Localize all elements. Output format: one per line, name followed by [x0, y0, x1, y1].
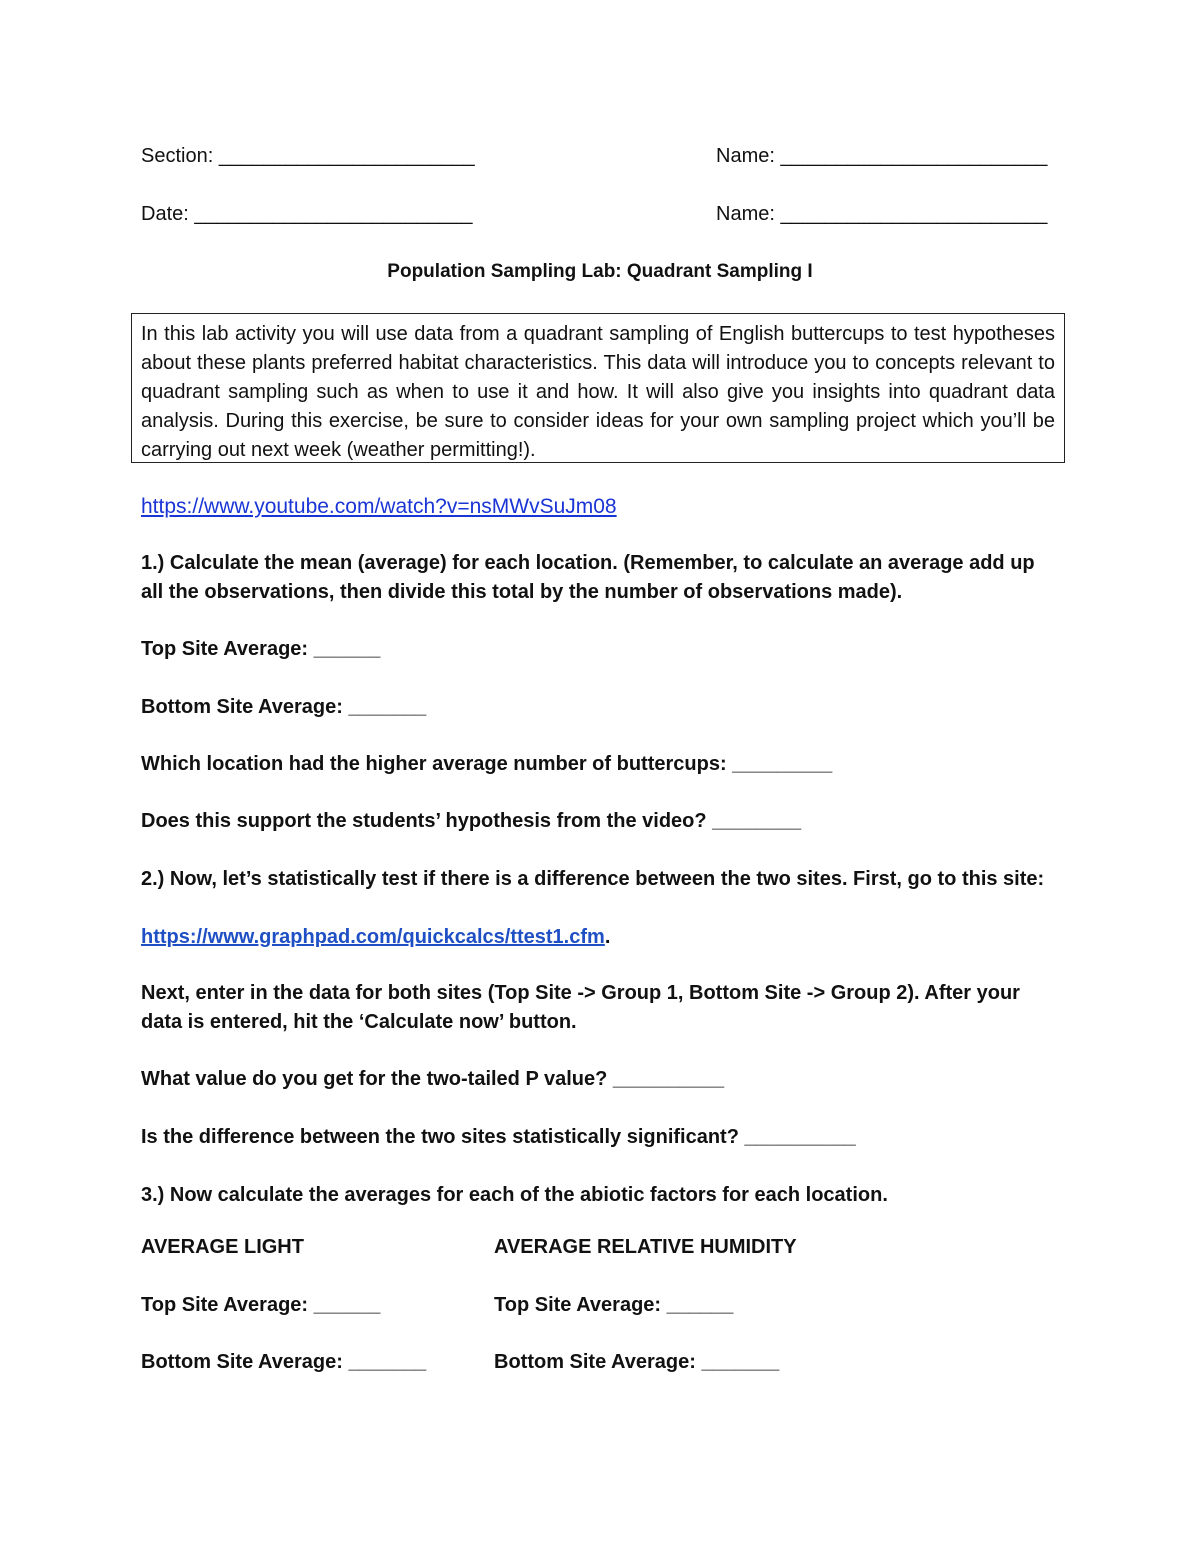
name-field-1: Name: ________________________ — [716, 145, 1048, 167]
intro-box: In this lab activity you will use data from a quadrant sampling of English buttercups to test hypotheses about these plants preferred habitat characteristics. This data will introduce you to concepts relevant to quadrant sampling such as when to use it and how. It will also give you insights into quadrant data analysis. During this exercise, be sure to consider ideas for your own sampling project which you’ll be carrying out next week (weather permitting!). — [131, 313, 1065, 463]
name-field-2: Name: ________________________ — [716, 203, 1048, 225]
question-2-prompt: 2.) Now, let’s statistically test if there is a difference between the two sites. First, go to this site: — [141, 868, 1045, 890]
q2-p-value: What value do you get for the two-tailed P value? __________ — [141, 1068, 725, 1090]
light-bottom-site-average: Bottom Site Average: _______ — [141, 1351, 427, 1373]
humidity-bottom-site-average: Bottom Site Average: _______ — [494, 1351, 780, 1373]
q1-hypothesis-support: Does this support the students’ hypothesis from the video? ________ — [141, 810, 802, 832]
average-humidity-heading: AVERAGE RELATIVE HUMIDITY — [494, 1236, 797, 1258]
graphpad-link-line — [141, 924, 610, 950]
q2-instructions: Next, enter in the data for both sites (Top Site -> Group 1, Bottom Site -> Group 2). After your data is entered, hit the ‘Calculate now’ button. — [141, 982, 1020, 1033]
humidity-top-site-average: Top Site Average: ______ — [494, 1294, 734, 1316]
graphpad-link-suffix: . — [604, 926, 611, 948]
q2-significance: Is the difference between the two sites statistically significant? __________ — [141, 1126, 856, 1148]
q1-higher-location: Which location had the higher average number of buttercups: _________ — [141, 753, 833, 775]
graphpad-link[interactable]: https://www.graphpad.com/quickcalcs/ttest1.cfm — [141, 926, 605, 948]
date-field: Date: _________________________ — [141, 203, 473, 225]
q1-top-site-average: Top Site Average: ______ — [141, 638, 381, 660]
light-top-site-average: Top Site Average: ______ — [141, 1294, 381, 1316]
q1-bottom-site-average: Bottom Site Average: _______ — [141, 696, 427, 718]
question-3-prompt: 3.) Now calculate the averages for each of the abiotic factors for each location. — [141, 1184, 888, 1206]
question-1-prompt: 1.) Calculate the mean (average) for each location. (Remember, to calculate an average add up all the observations, then divide this total by the number of observations made). — [141, 552, 1035, 603]
average-light-heading: AVERAGE LIGHT — [141, 1236, 304, 1258]
document-title: Population Sampling Lab: Quadrant Sampling I — [387, 261, 813, 282]
section-field: Section: _______________________ — [141, 145, 475, 167]
youtube-link[interactable]: https://www.youtube.com/watch?v=nsMWvSuJm08 — [141, 495, 617, 518]
